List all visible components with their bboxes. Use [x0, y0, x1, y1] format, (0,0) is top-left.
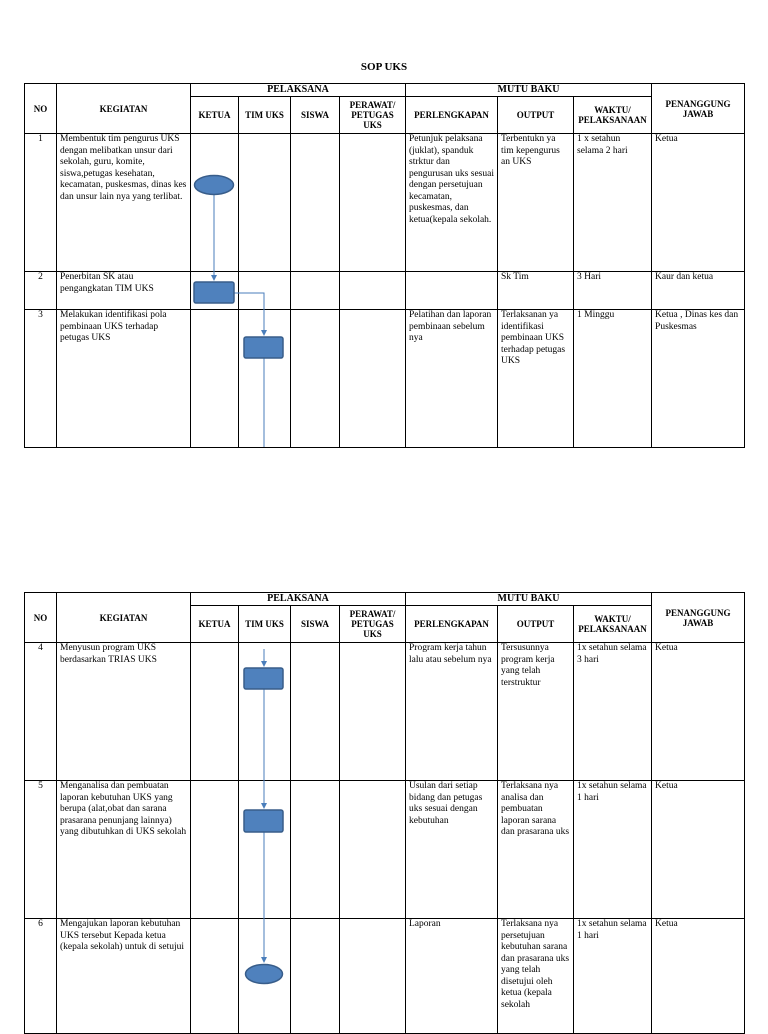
perawat-cell — [340, 643, 406, 781]
siswa-cell — [291, 134, 340, 272]
table-row — [25, 272, 745, 310]
ketua-cell — [191, 310, 239, 448]
siswa-cell — [291, 310, 340, 448]
tim-uks-cell — [239, 643, 291, 781]
header-row-group — [25, 84, 745, 97]
col-output-header: OUTPUT — [498, 97, 574, 134]
row-kegiatan: Menyusun program UKS berdasarkan TRIAS UKS — [57, 643, 191, 781]
row-waktu: 1 Minggu — [574, 310, 652, 448]
tim-uks-cell — [239, 310, 291, 448]
row-number: 4 — [25, 643, 57, 781]
row-perlengkapan: Pelatihan dan laporan pembinaan sebelum nya — [406, 310, 498, 448]
pelaksana-header: PELAKSANA — [191, 84, 406, 97]
table-row — [25, 781, 745, 919]
row-perlengkapan: Petunjuk pelaksana (juklat), spanduk strktur dan pengurusan uks sesuai dengan persetujuan kecamatan, puskesmas, dan ketua(kepala sekolah. — [406, 134, 498, 272]
row-waktu: 1 x setahun selama 2 hari — [574, 134, 652, 272]
col-penanggung-jawab-header: PENANGGUNG JAWAB — [652, 84, 745, 134]
col-ketua-header: KETUA — [191, 606, 239, 643]
row-output: Sk Tim — [498, 272, 574, 310]
row-output: Terlaksana nya persetujuan kebutuhan sarana dan prasarana uks yang telah disetujui oleh ketua (kepala sekolah — [498, 919, 574, 1034]
row-output: Terlaksanan ya identifikasi pembinaan UKS terhadap petugas UKS — [498, 310, 574, 448]
tim-uks-cell — [239, 272, 291, 310]
col-perlengkapan-header: PERLENGKAPAN — [406, 606, 498, 643]
col-tim-uks-header: TIM UKS — [239, 97, 291, 134]
col-output-header: OUTPUT — [498, 606, 574, 643]
col-ketua-header: KETUA — [191, 97, 239, 134]
row-perlengkapan: Laporan — [406, 919, 498, 1034]
sop-table-1 — [24, 83, 745, 448]
siswa-cell — [291, 272, 340, 310]
ketua-cell — [191, 643, 239, 781]
row-kegiatan: Mengajukan laporan kebutuhan UKS tersebut Kepada ketua (kepala sekolah) untuk di setujui — [57, 919, 191, 1034]
row-penanggung-jawab: Kaur dan ketua — [652, 272, 745, 310]
mutu-baku-header: MUTU BAKU — [406, 593, 652, 606]
col-no-header: NO — [25, 593, 57, 643]
ketua-cell — [191, 781, 239, 919]
col-no-header: NO — [25, 84, 57, 134]
col-penanggung-jawab-header: PENANGGUNG JAWAB — [652, 593, 745, 643]
row-perlengkapan — [406, 272, 498, 310]
row-output: Terlaksana nya analisa dan pembuatan laporan sarana dan prasarana uks — [498, 781, 574, 919]
col-kegiatan-header: KEGIATAN — [57, 84, 191, 134]
siswa-cell — [291, 643, 340, 781]
mutu-baku-header: MUTU BAKU — [406, 84, 652, 97]
row-number: 6 — [25, 919, 57, 1034]
col-waktu-header: WAKTU/ PELAKSANAAN — [574, 606, 652, 643]
row-kegiatan: Melakukan identifikasi pola pembinaan UKS terhadap petugas UKS — [57, 310, 191, 448]
row-output: Terbentukn ya tim kepengurus an UKS — [498, 134, 574, 272]
row-waktu: 3 Hari — [574, 272, 652, 310]
ketua-cell — [191, 272, 239, 310]
col-perawat-header: PERAWAT/ PETUGAS UKS — [340, 97, 406, 134]
row-perlengkapan: Usulan dari setiap bidang dan petugas uks sesuai dengan kebutuhan — [406, 781, 498, 919]
perawat-cell — [340, 781, 406, 919]
table-row — [25, 310, 745, 448]
row-perlengkapan: Program kerja tahun lalu atau sebelum nya — [406, 643, 498, 781]
tim-uks-cell — [239, 919, 291, 1034]
col-siswa-header: SISWA — [291, 97, 340, 134]
perawat-cell — [340, 310, 406, 448]
row-number: 5 — [25, 781, 57, 919]
row-number: 2 — [25, 272, 57, 310]
table-row — [25, 643, 745, 781]
ketua-cell — [191, 919, 239, 1034]
row-penanggung-jawab: Ketua — [652, 643, 745, 781]
perawat-cell — [340, 919, 406, 1034]
document-title: SOP UKS — [360, 61, 408, 73]
col-kegiatan-header: KEGIATAN — [57, 593, 191, 643]
perawat-cell — [340, 272, 406, 310]
row-penanggung-jawab: Ketua , Dinas kes dan Puskesmas — [652, 310, 745, 448]
siswa-cell — [291, 781, 340, 919]
pelaksana-header: PELAKSANA — [191, 593, 406, 606]
col-perlengkapan-header: PERLENGKAPAN — [406, 97, 498, 134]
table-row — [25, 919, 745, 1034]
row-number: 3 — [25, 310, 57, 448]
tim-uks-cell — [239, 781, 291, 919]
table-row — [25, 134, 745, 272]
col-siswa-header: SISWA — [291, 606, 340, 643]
row-penanggung-jawab: Ketua — [652, 134, 745, 272]
col-tim-uks-header: TIM UKS — [239, 606, 291, 643]
siswa-cell — [291, 919, 340, 1034]
row-kegiatan: Menganalisa dan pembuatan laporan kebutuhan UKS yang berupa (alat,obat dan sarana prasarana penunjang lainnya) yang dibutuhkan di UKS sekolah — [57, 781, 191, 919]
row-waktu: 1x setahun selama 3 hari — [574, 643, 652, 781]
row-waktu: 1x setahun selama 1 hari — [574, 919, 652, 1034]
perawat-cell — [340, 134, 406, 272]
row-output: Tersusunnya program kerja yang telah terstruktur — [498, 643, 574, 781]
sop-table-2 — [24, 592, 745, 1034]
row-kegiatan: Penerbitan SK atau pengangkatan TIM UKS — [57, 272, 191, 310]
ketua-cell — [191, 134, 239, 272]
row-number: 1 — [25, 134, 57, 272]
col-perawat-header: PERAWAT/ PETUGAS UKS — [340, 606, 406, 643]
row-kegiatan: Membentuk tim pengurus UKS dengan melibatkan unsur dari sekolah, guru, komite, siswa,petugas kesehatan, kecamatan, puskesmas, dinas kes dan unsur lain nya yang terlibat. — [57, 134, 191, 272]
tim-uks-cell — [239, 134, 291, 272]
row-waktu: 1x setahun selama 1 hari — [574, 781, 652, 919]
row-penanggung-jawab: Ketua — [652, 781, 745, 919]
row-penanggung-jawab: Ketua — [652, 919, 745, 1034]
header-row-group — [25, 593, 745, 606]
col-waktu-header: WAKTU/ PELAKSANAAN — [574, 97, 652, 134]
